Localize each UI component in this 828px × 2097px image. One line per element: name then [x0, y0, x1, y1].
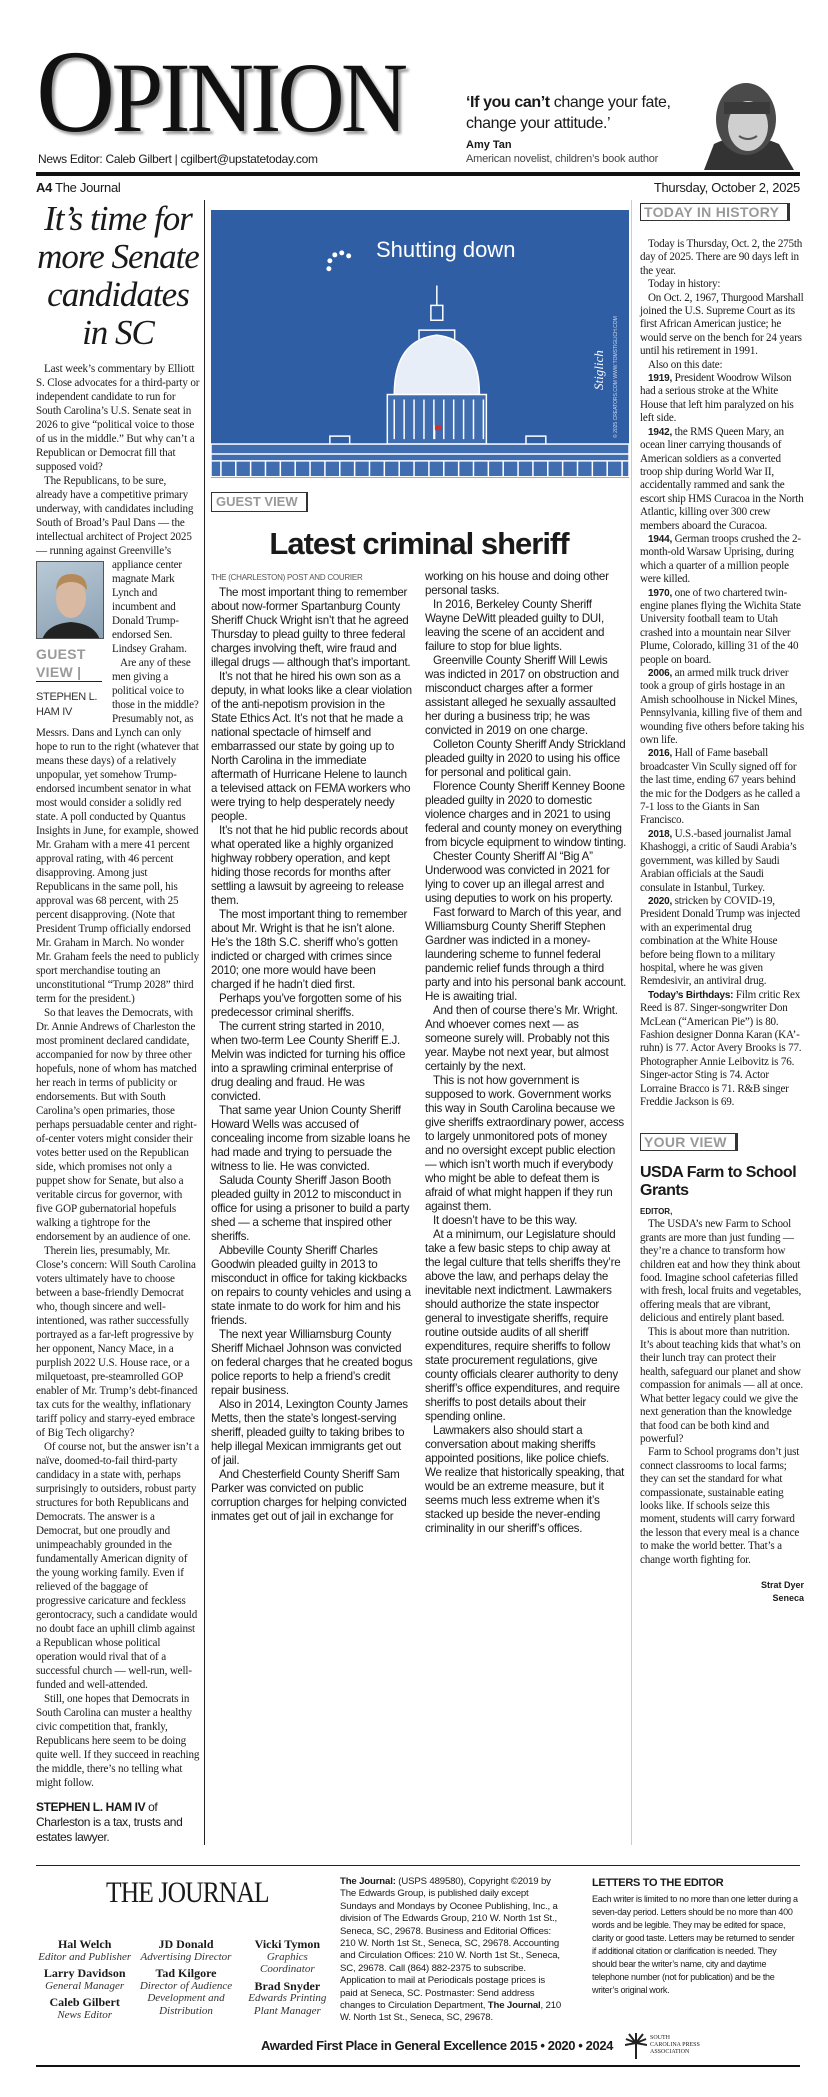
paragraph: Colleton County Sheriff Andy Strickland pleaded guilty in 2020 to using his office for personal and political gain. [425, 738, 626, 779]
paragraph: That same year Union County Sheriff Howard Wells was accused of concealing income from sizable loans he had made and trying to persuade the witness to lie. He was convicted. [211, 1104, 411, 1173]
guest-view-label-2: VIEW | [36, 664, 82, 680]
editorial-body [211, 570, 627, 1536]
staff-directory [36, 1934, 336, 2021]
paragraph: And Chesterfield County Sheriff Sam Parker was convicted on public corruption charges for helping convicted inmates get out of jail in exchange for working on his house and doing other personal tasks. [211, 570, 609, 1523]
paragraph: At a minimum, our Legislature should take a few basic steps to chip away at the legal culture that tells sheriffs they’re above the law, and perhaps delay the inevitable next indictment. Lawmakers should authorize the state inspector general to investigate sheriffs, require routine outside audits of all sheriff expenditures, require sheriffs to follow state procurement regulations, give county officials clearer authority to deny sheriff’s office expenditures, and require sheriffs to post details about their spending online. [425, 1228, 621, 1423]
author-photo [36, 561, 104, 639]
paragraph: Of course not, but the answer isn’t a naïve, doomed-to-fail third-party candidacy in a state with, perhaps surprisingly to outsiders, robust party structures for both Republicans and Democrats. The answer is a Democrat, but one proudly and unimpeachably grounded in the fundamentally American dignity of the young working family. Even if relieved of the baggage of progressive caricature and feckless gerontocracy, such a candidate would no doubt face an uphill climb against a Republican whose political operation would rival that of a successful church — well-run, well-funded and well-attended. [36, 1441, 200, 1691]
letter-salutation: EDITOR, [640, 1207, 673, 1217]
main-content [0, 200, 828, 1845]
letter-body [640, 1218, 804, 1567]
paragraph-text: magnate Mark Lynch and incumbent and Donald Trump-endorsed Sen. Lindsey Graham. [112, 573, 187, 655]
quote-author-role: American novelist, children’s book author [466, 153, 659, 165]
paper-name: The Journal [55, 180, 121, 195]
publication-info [340, 1876, 562, 2025]
staff-column [36, 1934, 133, 2021]
letter-signature [640, 1579, 804, 1605]
history-event [640, 747, 804, 827]
staff-column [137, 1934, 234, 2021]
author-tagline [36, 1800, 200, 1845]
staff-name: Larry Davidson [43, 1966, 126, 1980]
history-event [640, 533, 804, 587]
letters-policy [592, 1876, 800, 1997]
page-id [36, 180, 120, 195]
letters-text: Each writer is limited to no more than one letter during a seven-day period. Letters should be no more than 400 words and be legible. They may be edited for space, clarity or good taste. Letters may be returned to sender if additional citation or clarification is needed. They should bear the writer’s name, city and daytime telephone number (not for publication) and be the writer’s original work. [592, 1894, 798, 1995]
event-year: 1970, [648, 587, 673, 599]
paragraph: Also in 2014, Lexington County James Metts, then the state’s longest-serving sheriff, pleaded guilty to taking bribes to help illegal Mexican immigrants get out of jail. [211, 1398, 408, 1467]
letter-city: Seneca [772, 1592, 804, 1603]
cartoonist-signature: Stiglich [591, 350, 606, 390]
author-box [36, 561, 106, 720]
letters-title: LETTERS TO THE EDITOR [592, 1877, 724, 1889]
paragraph: Chester County Sheriff Al “Big A” Underwood was convicted in 2021 for lying to cover up an illegal arrest and using deputies to work on his property. [425, 850, 613, 905]
paragraph: Abbeville County Sheriff Charles Goodwin pleaded guilty in 2013 to misconduct in office for taking kickbacks on repairs to county vehicles and using a state inmate to do work for him and his friends. [211, 1244, 411, 1327]
event-text: President Woodrow Wilson had a serious stroke at the White House that left him paralyzed on his left side. [640, 372, 794, 425]
staff-role: Advertising Director [140, 1950, 232, 1963]
event-year: 1919, [648, 373, 673, 385]
editorial-paragraphs [211, 570, 627, 1536]
issue-date: Thursday, October 2, 2025 [653, 180, 800, 195]
guest-view-label: GUEST [36, 646, 86, 662]
footer-row [36, 1876, 800, 2025]
history-also-label: Also on this date: [648, 358, 723, 371]
event-text: one of two chartered twin-engine planes flying the Wichita State University football team to Utah crashed into a mountain near Silver Plume, Colorado, killing 31 of the 40 people on board. [640, 586, 801, 666]
cartoon-credit: © 2025 CREATORS.COM WWW.TOMSTIGLICH.COM [613, 316, 619, 438]
event-text: Film critic Rex Reed is 87. Singer-songwriter Don McLean (“American Pie”) is 80. Fashion designer Donna Karan (KA’-ruhn) is 77. Actor Avery Brooks is 77. Photographer Annie Leibovitz is 76. Singer-actor Sting is 74. Actor Lorraine Bracco is 71. R&B singer Freddie Jackson is 69. [640, 988, 802, 1108]
editorial-source: THE (CHARLESTON) POST AND COURIER [211, 573, 363, 582]
paragraph: So that leaves the Democrats, with Dr. Annie Andrews of Charleston the most prominent declared candidate, accompanied for now by three other hopefuls, none of whom has matched her reach in terms of publicity or endorsements. But with South Carolina’s open primaries, those perhaps persuadable center and right-of-center voters might consider their votes better used on the Republican side, which promises not only a puppet show for Senate, but also a veritable circus for governor, with five GOP gubernatorial hopefuls walking a tightrope for the endorsement by an audience of one. [36, 1007, 197, 1243]
event-text: Hall of Fame baseball broadcaster Vin Scully signed off for the last time, ending 67 years behind the mic for the Dodgers as he called a 7-1 loss to the Giants in San Francisco. [640, 747, 800, 827]
editorial-cartoon [211, 210, 629, 478]
history-event [640, 895, 804, 989]
paragraph: It doesn’t have to be this way. [433, 1214, 578, 1227]
event-text: the RMS Queen Mary, an ocean liner carrying thousands of American soldiers as a converted troop ship during World War II, accidentally rammed and sank the escort ship HMS Curacoa in the North Atlantic, killing over 300 crew members aboard the Curacoa. [640, 425, 804, 532]
quote-rest: change your fate, change your attitude.’ [466, 94, 671, 132]
press-association-logo [625, 2033, 700, 2059]
palmetto-icon [625, 2033, 647, 2059]
history-event [640, 667, 804, 747]
staff-role: News Editor [57, 2008, 113, 2021]
pull-quote [466, 92, 678, 134]
guest-column-headline: It’s time for more Senate candidates in SC [37, 199, 199, 352]
history-event [640, 587, 804, 667]
staff-role: Graphics Coordinator [260, 1950, 315, 1975]
staff-name: Caleb Gilbert [49, 1995, 120, 2009]
history-body [640, 238, 804, 1109]
page-header [0, 0, 828, 200]
bottom-rule [36, 2065, 800, 2067]
paragraph: In 2016, Berkeley County Sheriff Wayne DeWitt pleaded guilty to DUI, leaving the scene of an accident and failure to stop for blue lights. [425, 598, 605, 653]
today-in-history [640, 203, 804, 1109]
history-event [640, 828, 804, 895]
staff-name: Tad Kilgore [155, 1966, 217, 1980]
label-rule [36, 681, 102, 682]
event-text: stricken by COVID-19, President Donald Trump was injected with an experimental drug combination at the White House before being flown to a military hospital, where he was given Remdesivir, an antiviral drug. [640, 894, 801, 988]
staff-role: Edwards Printing Plant Manager [248, 1992, 327, 2017]
paragraph: The next year Williamsburg County Sheriff Michael Johnson was convicted on federal charges that he created bogus police reports to help a friend’s credit repair business. [211, 1328, 413, 1397]
paragraph: Fast forward to March of this year, and Williamsburg County Sheriff Stephen Gardner was indicted in a money-laundering scheme to funnel federal pandemic relief funds through a third party and into his personal bank account. He is awaiting trial. [425, 906, 627, 1003]
paragraph-text: The Republicans, to be sure, already have a competitive primary underway, with candidates including South of Broad’s Paul Dans — the intellectual architect of Project 2025 — running against Greenville’s appliance center [36, 475, 194, 571]
letter-author: Strat Dyer [760, 1579, 804, 1590]
info-bold: The Journal [487, 2000, 541, 2012]
info-text: , 210 W. North 1st St., Seneca, SC, 29678. [340, 2000, 562, 2024]
paragraph: It’s not that he hid public records about what operated like a highly organized highway robbery operation, and kept hiding those records for months after settling a lawsuit by agreeing to release them. [211, 824, 408, 907]
staff-name: Brad Snyder [254, 1978, 321, 1993]
cartoon-caption: Shutting down [376, 237, 516, 262]
staff-name: Hal Welch [57, 1937, 112, 1951]
history-event [640, 372, 804, 426]
quote-bold: ‘If you can’t [466, 94, 550, 111]
footer [36, 1865, 800, 2067]
paragraph: And then of course there’s Mr. Wright. And whoever comes next — as someone surely will. Probably not this year. Maybe not next year, but almost certainly by the next. [425, 1004, 618, 1073]
center-column [204, 200, 632, 1845]
event-text: U.S.-based journalist Jamal Khashoggi, a critic of Saudi Arabia’s government, was killed by Saudi Arabian officials at the Saudi consulate in Istanbul, Turkey. [640, 827, 797, 894]
the-journal-logo: THE JOURNAL [106, 1876, 269, 1909]
paragraph: The most important thing to remember about Mr. Wright is that he isn’t alone. He’s the 18th S.C. sheriff who’s gotten indicted or charged with crimes since 2010; one more would have been charged if he hadn’t died first. [211, 908, 408, 991]
press-association-name: SOUTH CAROLINA PRESS ASSOCIATION [650, 2035, 700, 2056]
award-line: Awarded First Place in General Excellence 2015 • 2020 • 2024 [261, 2037, 613, 2053]
guest-column-body [36, 362, 200, 1845]
staff-role: General Manager [45, 1979, 125, 1992]
paragraph: Still, one hopes that Democrats in South Carolina can muster a healthy civic competition that, frankly, Republicans here seem to be doing quite well. If they succeed in reaching the middle, there’s no telling what might follow. [36, 1693, 200, 1789]
paragraph: Saluda County Sheriff Jason Booth pleaded guilty in 2012 to misconduct in office for using a prisoner to build a party shed — a scheme that inspired other sheriffs. [211, 1174, 410, 1243]
staff-name: JD Donald [158, 1937, 214, 1951]
your-view [640, 1133, 804, 1605]
letter-title: USDA Farm to School Grants [640, 1164, 797, 1200]
event-year: 2018, [648, 828, 673, 840]
quote-block [466, 92, 678, 166]
paragraph: Are any of these men giving a political voice to those in the middle? Presumably not, as Messrs. Dans and Lynch can only hope to run to the right (whatever that means these days) of a relatively unpopular, yet somehow Trump-endorsed incumbent senator in what most would consider a solidly red state. A poll conducted by Quantus Insights in June, for example, showed Mr. Graham with a mere 41 percent approval rating, with 46 percent disapproving. Among just Republicans in the same poll, his approval was 68 percent, with 25 percent disapproving. (Note that President Trump officially endorsed Mr. Graham in March. No wonder Mr. Graham feels the need to publicly sport merchandise touting an unconstitutional “Trump 2028” third term for the president.) [36, 657, 199, 1005]
news-editor-contact: News Editor: Caleb Gilbert | cgilbert@upstatetoday.com [38, 152, 318, 166]
staff-role: Editor and Publisher [38, 1950, 132, 1963]
event-year: Today’s Birthdays: [648, 989, 734, 1001]
amy-tan-photo [684, 74, 802, 170]
paragraph: It’s not that he hired his own son as a deputy, in what looks like a clear violation of the anti-nepotism provision in the State Ethics Act. It’s not that he made a national spectacle of himself and embarrassed our state by going up to North Carolina in the immediate aftermath of Hurricane Helene to launch a televised attack on FEMA workers who were trying to help desperately needy people. [211, 670, 412, 823]
history-events [640, 372, 804, 1109]
byline: STEPHEN L. HAM IV [36, 691, 98, 718]
paragraph: The USDA’s new Farm to School grants are more than just funding — they’re a chance to transform how children eat and how they think about food. Imagine school cafeterias filled with fresh, local fruits and vegetables, offering meals that are vibrant, delicious and entirely plant based. [640, 1218, 802, 1325]
award-row [36, 2033, 800, 2059]
paragraph: Last week’s commentary by Elliott S. Close advocates for a third-party or independent candidate to run for South Carolina’s U.S. Senate seat in 2026 to give “political voice to those of us in the middle.” But why can’t a Republican or Democrat fill that supposed void? [36, 363, 200, 473]
staff-role: Director of Audience Development and Distribution [139, 1979, 233, 2017]
history-intro: Today is Thursday, Oct. 2, the 275th day of 2025. There are 90 days left in the year. [640, 238, 803, 277]
event-year: 1944, [648, 533, 673, 545]
event-year: 1942, [648, 426, 673, 438]
editorial-headline: Latest criminal sheriff [269, 526, 569, 561]
right-column [640, 200, 804, 1605]
paragraph: The current string started in 2010, when two-term Lee County Sheriff E.J. Melvin was indicted for turning his office into a sprawling criminal enterprise of drug dealing and fraud. He was convicted. [211, 1020, 406, 1103]
page-number: A4 [36, 180, 53, 195]
guest-view-section-label [211, 492, 308, 512]
header-rule [36, 172, 800, 176]
guest-column [36, 200, 200, 1845]
paragraph: Greenville County Sheriff Will Lewis was indicted in 2017 on obstruction and misconduct charges after a former assistant alleged he sexually assaulted her during a business trip; he was convicted in 2019 on one charge. [425, 654, 619, 737]
history-highlight: On Oct. 2, 1967, Thurgood Marshall joined the U.S. Supreme Court as its first African American justice; he would serve on the bench for 24 years until his retirement in 1991. [640, 291, 804, 358]
footer-masthead [36, 1876, 336, 2021]
paragraph [36, 474, 200, 718]
event-year: 2016, [648, 748, 673, 760]
staff-column [239, 1934, 336, 2021]
quote-author: Amy Tan [466, 139, 512, 151]
paragraph: Perhaps you’ve forgotten some of his predecessor criminal sheriffs. [211, 992, 402, 1019]
staff-name: Vicki Tymon [254, 1937, 321, 1951]
paragraph: Farm to School programs don’t just connect classrooms to local farms; they can set the standard for what compassionate, sustainable eating looks like. If schools seize this moment, students will carry forward the lesson that every meal is a chance to make the world better. That’s a change worth fighting for. [640, 1446, 800, 1566]
paragraph: The most important thing to remember about now-former Spartanburg County Sheriff Chuck Wright isn’t that he agreed Thursday to plead guilty to three federal charges involving theft, wire fraud and illegal drugs — although that’s important. [211, 586, 411, 669]
info-text: (USPS 489580), Copyright ©2019 by The Edwards Group, is published daily except Sundays and Mondays by Oconee Publishing, Inc., a division of The Edwards Group, 210 W. North 1st St., Seneca, SC, 29678. Business and Editorial Offices: 210 W. North 1st St., Seneca, SC, 29678. Accounting and Circulation Offices: 210 W. North 1st St., Seneca, SC, 29678. Call (864) 882-2375 to subscribe. Application to mail at Periodicals postage prices is paid at Seneca, SC. Postmaster: Send address changes to Circulation Department, [340, 1876, 560, 2012]
paragraph: Florence County Sheriff Kenney Boone pleaded guilty in 2020 to domestic violence charges and in 2021 to using federal and county money on everything from bicycle equipment to window tinting. [425, 780, 627, 849]
tagline-text: of Charleston is a tax, trusts and estates lawyer. [36, 1800, 183, 1844]
tagline-name: STEPHEN L. HAM IV [36, 1800, 146, 1814]
event-year: 2020, [648, 895, 673, 907]
paragraph: Therein lies, presumably, Mr. Close’s concern: Will South Carolina voters ultimately have to choose between a base-friendly Democrat who, though sincere and well-intentioned, was rather successfully portrayed as a far-left progressive by her opponent, Nancy Mace, in a purplish 2022 U.S. House race, or a milquetoast, pre-steamrolled GOP enabler of Mr. Trump’s debt-financed tax cuts for the wealthy, inflationary tariff policy and starry-eyed embrace of Big Tech oligarchy? [36, 1245, 198, 1439]
section-label-text: GUEST VIEW [216, 494, 298, 509]
event-year: 2006, [648, 668, 673, 679]
opinion-logo: OPINION [36, 26, 405, 157]
paragraph: This is not how government is supposed to work. Government works this way in South Carolina because we give sheriffs extraordinary power, access to largely unmonitored pots of money and no oversight except public election — which isn’t worth much if everybody who might be able to defeat them is afraid of what might happen if they run against them. [425, 1074, 624, 1213]
history-today-label: Today in history: [648, 278, 721, 291]
event-text: an armed milk truck driver took a group of girls hostage in an Amish schoolhouse in Nickel Mines, Pennsylvania, killing five of them and wounding five others before taking his own life. [640, 667, 805, 747]
paragraph: Lawmakers also should start a conversation about making sheriffs appointed positions, like police chiefs. We realize that historically speaking, that would be an extreme measure, but it seems much less extreme when it’s stacked up beside the never-ending criminality in our sheriff’s offices. [425, 1424, 625, 1535]
info-bold: The Journal: [340, 1876, 396, 1887]
paragraph: This is about more than nutrition. It’s about teaching kids that what’s on their lunch tray can protect their health, safeguard our planet and show compassion for animals — all at once. What better legacy could we give the next generation than the knowledge that food can be both kind and powerful? [640, 1325, 803, 1445]
history-event [640, 426, 804, 533]
your-view-label: YOUR VIEW [640, 1133, 738, 1151]
event-text: German troops crushed the 2-month-old Warsaw Uprising, during which a quarter of a million people were killed. [640, 532, 801, 586]
history-label: TODAY IN HISTORY [640, 203, 790, 221]
history-event [640, 989, 804, 1110]
